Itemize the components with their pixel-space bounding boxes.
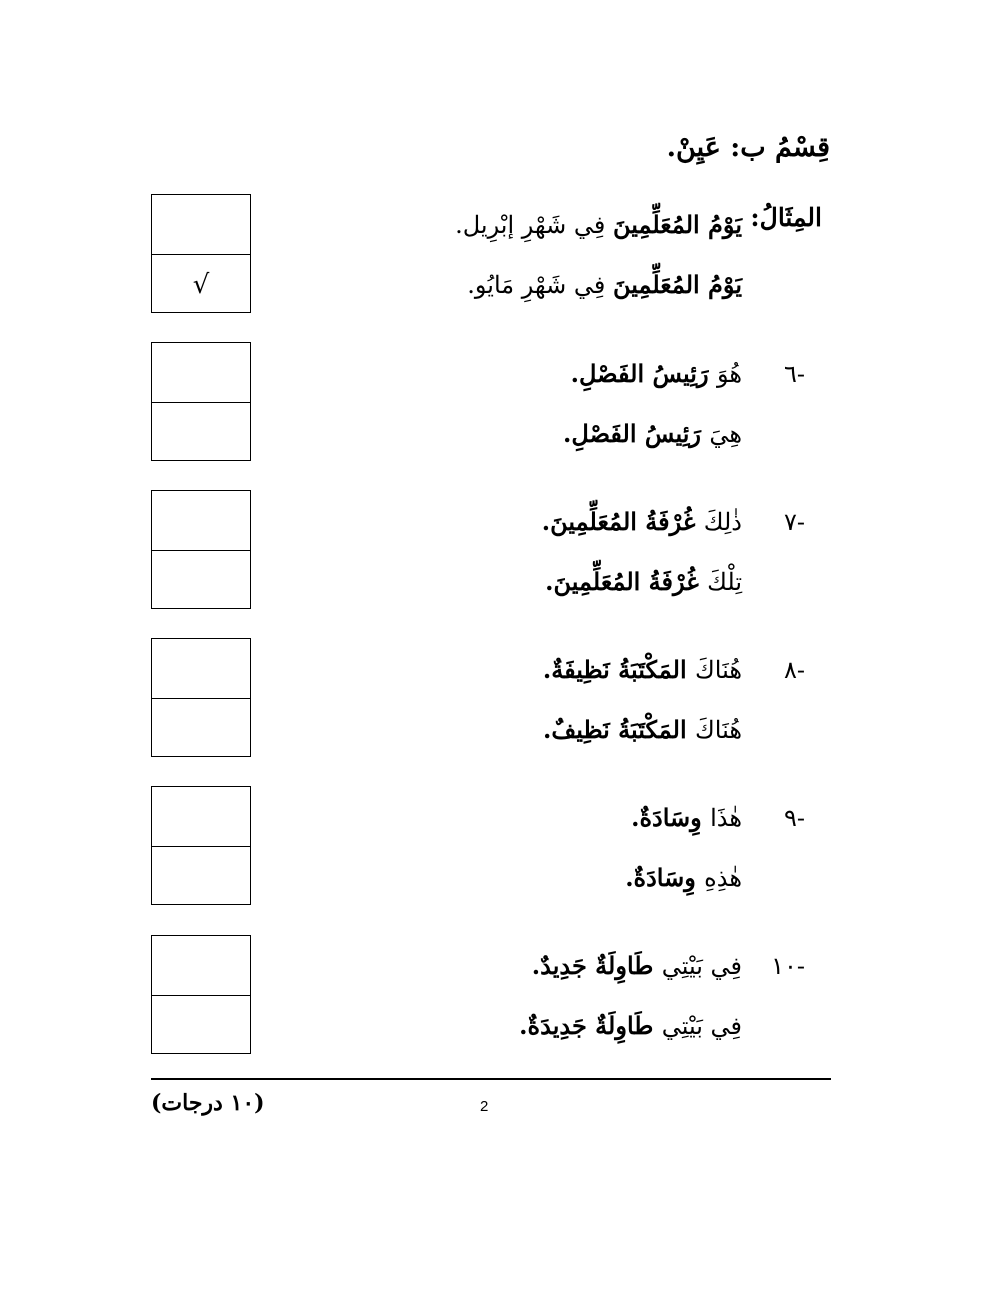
example-sentence-2-bold: يَوْمُ المُعَلِّمِينَ — [612, 270, 742, 299]
question-8-answer-boxes — [151, 638, 251, 757]
example-label: المِثَالُ: — [750, 203, 822, 232]
question-8-answer-box-1[interactable] — [152, 639, 250, 699]
question-8-sentence-2 — [543, 710, 742, 750]
question-9-sentence-2-a: هٰذِهِ — [704, 864, 742, 892]
question-6-sentence-2 — [563, 414, 742, 454]
question-9-sentence-2 — [625, 858, 742, 898]
question-9-answer-boxes — [151, 786, 251, 905]
question-7-sentence-2-b: غُرْفَةُ المُعَلِّمِينَ. — [545, 567, 708, 596]
question-6-answer-box-2[interactable] — [152, 403, 250, 462]
footer-divider — [151, 1078, 831, 1080]
example-answer-box-2[interactable] — [152, 255, 250, 314]
question-8-sentence-1-b: المَكْتَبَةُ نَظِيفَةٌ. — [542, 655, 695, 684]
question-8-number: ٨- — [784, 656, 805, 684]
question-9-number: ٩- — [784, 804, 805, 832]
question-6-sentence-2-b: رَئِيسُ الفَصْلِ. — [563, 419, 710, 448]
question-6-answer-boxes — [151, 342, 251, 461]
question-9-answer-box-2[interactable] — [152, 847, 250, 906]
question-8-sentence-1 — [543, 650, 742, 690]
question-7-sentence-1 — [542, 502, 742, 542]
example-sentence-2 — [467, 265, 742, 305]
question-6-answer-box-1[interactable] — [152, 343, 250, 403]
example-answer-boxes — [151, 194, 251, 313]
example-sentence-2-rest: فِي شَهْرِ مَايُو. — [467, 271, 613, 299]
question-10-number: ١٠- — [771, 952, 805, 980]
question-8-sentence-1-a: هُنَاكَ — [695, 656, 742, 684]
question-7-sentence-1-b: غُرْفَةُ المُعَلِّمِينَ. — [541, 507, 704, 536]
example-sentence-1-bold: يَوْمُ المُعَلِّمِينَ — [612, 210, 742, 239]
question-6-sentence-1-a: هُوَ — [716, 360, 742, 388]
question-10-answer-box-2[interactable] — [152, 996, 250, 1055]
question-9-answer-box-1[interactable] — [152, 787, 250, 847]
question-7-answer-box-2[interactable] — [152, 551, 250, 610]
question-10-answer-box-1[interactable] — [152, 936, 250, 996]
example-answer-box-1[interactable] — [152, 195, 250, 255]
example-sentence-1-rest: فِي شَهْرِ إبْرِيل. — [455, 211, 613, 239]
question-9-sentence-1-b: وِسَادَةٌ. — [631, 803, 711, 832]
example-sentence-1 — [455, 205, 742, 245]
question-6-sentence-1 — [571, 354, 742, 394]
question-8-sentence-2-b: المَكْتَبَةُ نَظِيفٌ. — [543, 715, 695, 744]
question-9-sentence-1-a: هٰذَا — [710, 804, 742, 832]
question-8-answer-box-2[interactable] — [152, 699, 250, 758]
question-10-sentence-1-b: طَاوِلَةٌ جَدِيدٌ. — [531, 951, 662, 980]
question-7-answer-boxes — [151, 490, 251, 609]
question-6-sentence-1-b: رَئِيسُ الفَصْلِ. — [570, 359, 717, 388]
page-number: 2 — [480, 1098, 489, 1115]
question-7-number: ٧- — [784, 508, 805, 536]
question-10-answer-boxes — [151, 935, 251, 1054]
question-10-sentence-1-a: فِي بَيْتِي — [661, 952, 742, 980]
question-6-sentence-2-a: هِيَ — [709, 420, 742, 448]
question-9-sentence-1 — [631, 798, 742, 838]
question-9-sentence-2-b: وِسَادَةٌ. — [625, 863, 705, 892]
question-8-sentence-2-a: هُنَاكَ — [695, 716, 742, 744]
question-7-answer-box-1[interactable] — [152, 491, 250, 551]
question-7-sentence-2-a: تِلْكَ — [707, 568, 742, 596]
marks-label: (١٠ درجات) — [151, 1090, 265, 1116]
question-10-sentence-1 — [532, 946, 742, 986]
check-mark-icon: √ — [192, 269, 210, 300]
question-7-sentence-2 — [545, 562, 742, 602]
question-7-sentence-1-a: ذٰلِكَ — [703, 508, 742, 536]
section-heading: قِسْمُ ب: عَيِنْ. — [666, 132, 830, 163]
question-10-sentence-2-a: فِي بَيْتِي — [661, 1012, 742, 1040]
question-10-sentence-2 — [519, 1006, 742, 1046]
question-10-sentence-2-b: طَاوِلَةٌ جَدِيدَةٌ. — [519, 1011, 662, 1040]
question-6-number: ٦- — [784, 360, 805, 388]
